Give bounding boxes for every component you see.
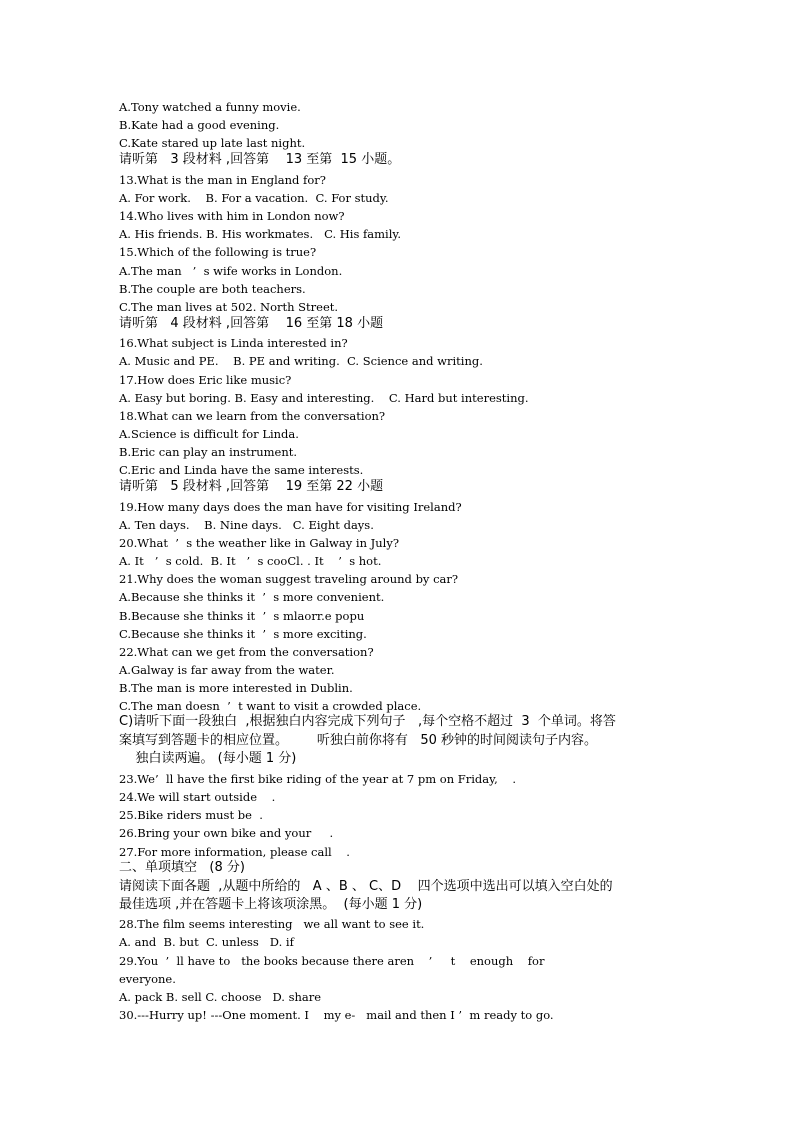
section-3-instruction: 请听第 3 段材料 ,回答第 13 至第 15 小题。 bbox=[119, 152, 401, 167]
q15-question: 15.Which of the following is true? bbox=[119, 245, 317, 259]
q23-sentence: 23.We’ ll have the first bike riding of the year at 7 pm on Friday, . bbox=[119, 772, 517, 786]
q13-question: 13.What is the man in England for? bbox=[119, 173, 326, 187]
q29-question-continued: everyone. bbox=[119, 972, 176, 986]
q18-option-b: B.Eric can play an instrument. bbox=[119, 445, 298, 459]
q22-question: 22.What can we get from the conversation? bbox=[119, 645, 374, 659]
q28-question: 28.The film seems interesting we all want to see it. bbox=[119, 917, 425, 931]
q27-sentence: 27.For more information, please call . bbox=[119, 845, 350, 859]
q30-question: 30.---Hurry up! ---One moment. I my e- mail and then I ’ m ready to go. bbox=[119, 1008, 554, 1022]
section-4-instruction: 请听第 4 段材料 ,回答第 16 至第 18 小题 bbox=[119, 316, 384, 331]
section-5-instruction: 请听第 5 段材料 ,回答第 19 至第 22 小题 bbox=[119, 479, 384, 494]
q21-option-b: B.Because she thinks it ’ s mlaorr.e popu bbox=[119, 609, 365, 623]
q22-option-b: B.The man is more interested in Dublin. bbox=[119, 681, 353, 695]
q26-sentence: 26.Bring your own bike and your . bbox=[119, 826, 334, 840]
q21-option-a: A.Because she thinks it ’ s more convenient. bbox=[119, 590, 385, 604]
q14-options: A. His friends. B. His workmates. C. His family. bbox=[119, 227, 402, 241]
q18-question: 18.What can we learn from the conversation? bbox=[119, 409, 386, 423]
q21-question: 21.Why does the woman suggest traveling around by car? bbox=[119, 572, 459, 586]
q20-options: A. It ’ s cold. B. It ’ s cooCl. . It ’ s hot. bbox=[119, 554, 382, 568]
q29-options: A. pack B. sell C. choose D. share bbox=[119, 990, 322, 1004]
q12-option-b: B.Kate had a good evening. bbox=[119, 118, 280, 132]
monologue-instruction-line-1: C)请听下面一段独白 ,根据独白内容完成下列句子 ,每个空格不超过 3 个单词。将答 bbox=[119, 714, 616, 729]
q28-options: A. and B. but C. unless D. if bbox=[119, 935, 294, 949]
q21-option-c: C.Because she thinks it ’ s more exciting. bbox=[119, 627, 367, 641]
q25-sentence: 25.Bike riders must be . bbox=[119, 808, 263, 822]
q20-question: 20.What ’ s the weather like in Galway in July? bbox=[119, 536, 400, 550]
q19-options: A. Ten days. B. Nine days. C. Eight days. bbox=[119, 518, 374, 532]
q22-option-a: A.Galway is far away from the water. bbox=[119, 663, 335, 677]
q17-options: A. Easy but boring. B. Easy and interesting. C. Hard but interesting. bbox=[119, 391, 529, 405]
q12-option-a: A.Tony watched a funny movie. bbox=[119, 100, 301, 114]
q15-option-c: C.The man lives at 502. North Street. bbox=[119, 300, 339, 314]
q16-question: 16.What subject is Linda interested in? bbox=[119, 336, 348, 350]
monologue-instruction-line-2: 案填写到答题卡的相应位置。 听独白前你将有 50 秒钟的时间阅读句子内容。 bbox=[119, 733, 597, 748]
monologue-instruction-line-3: 独白读两遍。 (每小题 1 分) bbox=[119, 751, 297, 766]
q24-sentence: 24.We will start outside . bbox=[119, 790, 276, 804]
q18-option-c: C.Eric and Linda have the same interests. bbox=[119, 463, 364, 477]
q17-question: 17.How does Eric like music? bbox=[119, 373, 292, 387]
q15-option-a: A.The man ’ s wife works in London. bbox=[119, 264, 343, 278]
part-2-instruction-line-1: 请阅读下面各题 ,从题中所给的 A 、B 、 C、D 四个选项中选出可以填入空白处的 bbox=[119, 879, 613, 894]
q18-option-a: A.Science is difficult for Linda. bbox=[119, 427, 299, 441]
q29-question: 29.You ’ ll have to the books because there aren ’ t enough for bbox=[119, 954, 545, 968]
q22-option-c: C.The man doesn ’ t want to visit a crowded place. bbox=[119, 699, 422, 713]
q14-question: 14.Who lives with him in London now? bbox=[119, 209, 345, 223]
q12-option-c: C.Kate stared up late last night. bbox=[119, 136, 306, 150]
q13-options: A. For work. B. For a vacation. C. For study. bbox=[119, 191, 389, 205]
q16-options: A. Music and PE. B. PE and writing. C. Science and writing. bbox=[119, 354, 483, 368]
q19-question: 19.How many days does the man have for visiting Ireland? bbox=[119, 500, 462, 514]
part-2-instruction-line-2: 最佳选项 ,并在答题卡上将该项涂黑。 (每小题 1 分) bbox=[119, 897, 423, 912]
q15-option-b: B.The couple are both teachers. bbox=[119, 282, 306, 296]
part-2-heading: 二、单项填空 (8 分) bbox=[119, 860, 245, 875]
